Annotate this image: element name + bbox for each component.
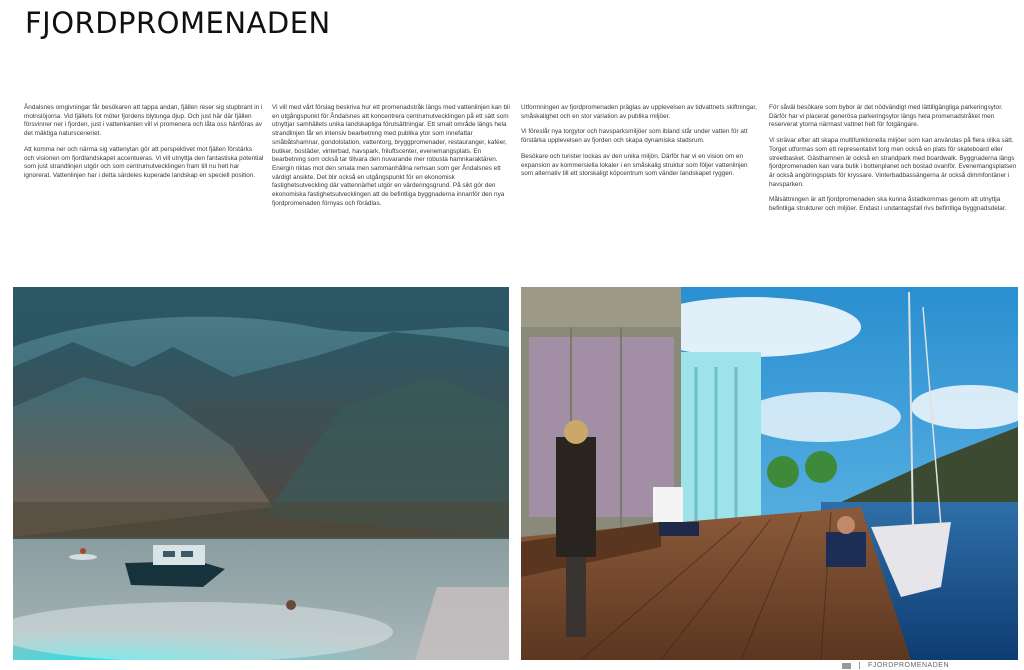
fjord-mountain-image [13,287,509,660]
paragraph: För såväl besökare som bybor är det nödvändigt med lättillgängliga parkeringsytor. Därför har vi placerat generösa parkeringsytor längs hela promenadstråket men reserverat ytorna närmast vattnet helt för fotgängare. [769,104,1003,129]
promenade-boardwalk-image [521,287,1018,660]
text-column-3 [521,104,761,186]
paragraph: Vi vill med vårt förslag beskriva hur ett promenadstråk längs med vattenlinjen kan bli en utgångspunkt för Åndalsnes att koncentrera centrumutvecklingen på ett sätt som utnyttjar samhällets unika landskapliga förutsättningar. Ett smalt område längs hela strandlinjen får en intensiv bearbetning med publika ytor som innefattar småbåtshamnar, gondolstation, vattentorg, bryggpromenader, restauranger, kaféer, butiker, bostäder, vinterbad, havspark, friluftscenter, evenemangsplats. En bearbetning som också tar tillvara den nuvarande mer robusta hamnkaraktären. Energin riktas mot den smala men sammanhållna remsan som ger Åndalsnes ett värdigt ansikte. Det blir också en utgångspunkt för en ekonomisk fastighetsutveckling där vattennärhet utgör en värderingsgrund. På sikt gör den ekonomiska fastighetsutvecklingen att de befintliga byggnaderna innanför den nya fjordpromenaden förnyas och förädlas. [272,104,510,207]
paragraph: Att komma ner och närma sig vattenytan gör att perspektivet mot fjällen förstärks och visionen om fjordlandskapet accentueras. Vi vill utnyttja den fantastiska potential som just strandlinjen utgör och som centrumutvecklingen fram till nu helt har ignorerat. Vattenlinjen har i detta särdeles kuperade landskap en speciell position. [24,145,264,179]
paragraph: Vi föreslår nya torgytor och havsparksmiljöer som ibland står under vatten för att förstärka upplevelsen av fjorden och skapa dynamiska stadsrum. [521,128,748,145]
text-column-1 [24,104,264,188]
text-column-2 [272,104,512,215]
paragraph: Besökare och turister lockas av den unika miljön. Därför har vi en vision om en expansion av kommersiella lokaler i en småskalig struktur som följer vattenlinjen som alternativ till ett storskaligt köpcentrum som vänder landskapet ryggen. [521,152,748,178]
paragraph: Utformningen av fjordpromenaden präglas av upplevelsen av tidvattnets skiftningar, småskalighet och en stor variation av publika miljöer. [521,104,757,120]
page-footer [842,661,949,670]
footer-label: FJORDPROMENADEN [868,662,950,669]
paragraph: Vi strävar efter att skapa multifunktionella miljöer som kan användas på flera olika sätt. Torget utformas som ett representativt torg men också en plats för skateboard eller streetbasket. Gästhamnen är också en strandpark med boardwalk. Byggnaderna längs fjordpromenaden kan vara butik i bottenplanet och bostad ovanför. Evenemangsplatsen är också angöringsplats för kryssare. Vinterbadbassängerna är också dimmfontäner i havsparken. [769,137,1017,188]
paragraph: Åndalsnes omgivningar får besökaren att tappa andan, fjällen reser sig stupbrant in i molnslöjorna. Vid fjällets fot möter fjordens blytunga djup. Och just här där fjällen försvinner ner i fjorden, just i vattenkanten vill vi promenera och låta oss hänföras av det mäktiga natursceneriet. [24,104,263,138]
footer-square-marker [842,663,851,669]
paragraph: Målsättningen är att fjordpromenaden ska kunna åstadkommas genom att utnyttja befintliga strukturer och miljöer. Endast i undantagsfall rivs befintliga byggnadsdelar. [769,196,1007,213]
text-column-4 [769,104,1019,221]
footer-divider [859,662,860,669]
page-title: FJORDPROMENADEN [25,6,331,40]
